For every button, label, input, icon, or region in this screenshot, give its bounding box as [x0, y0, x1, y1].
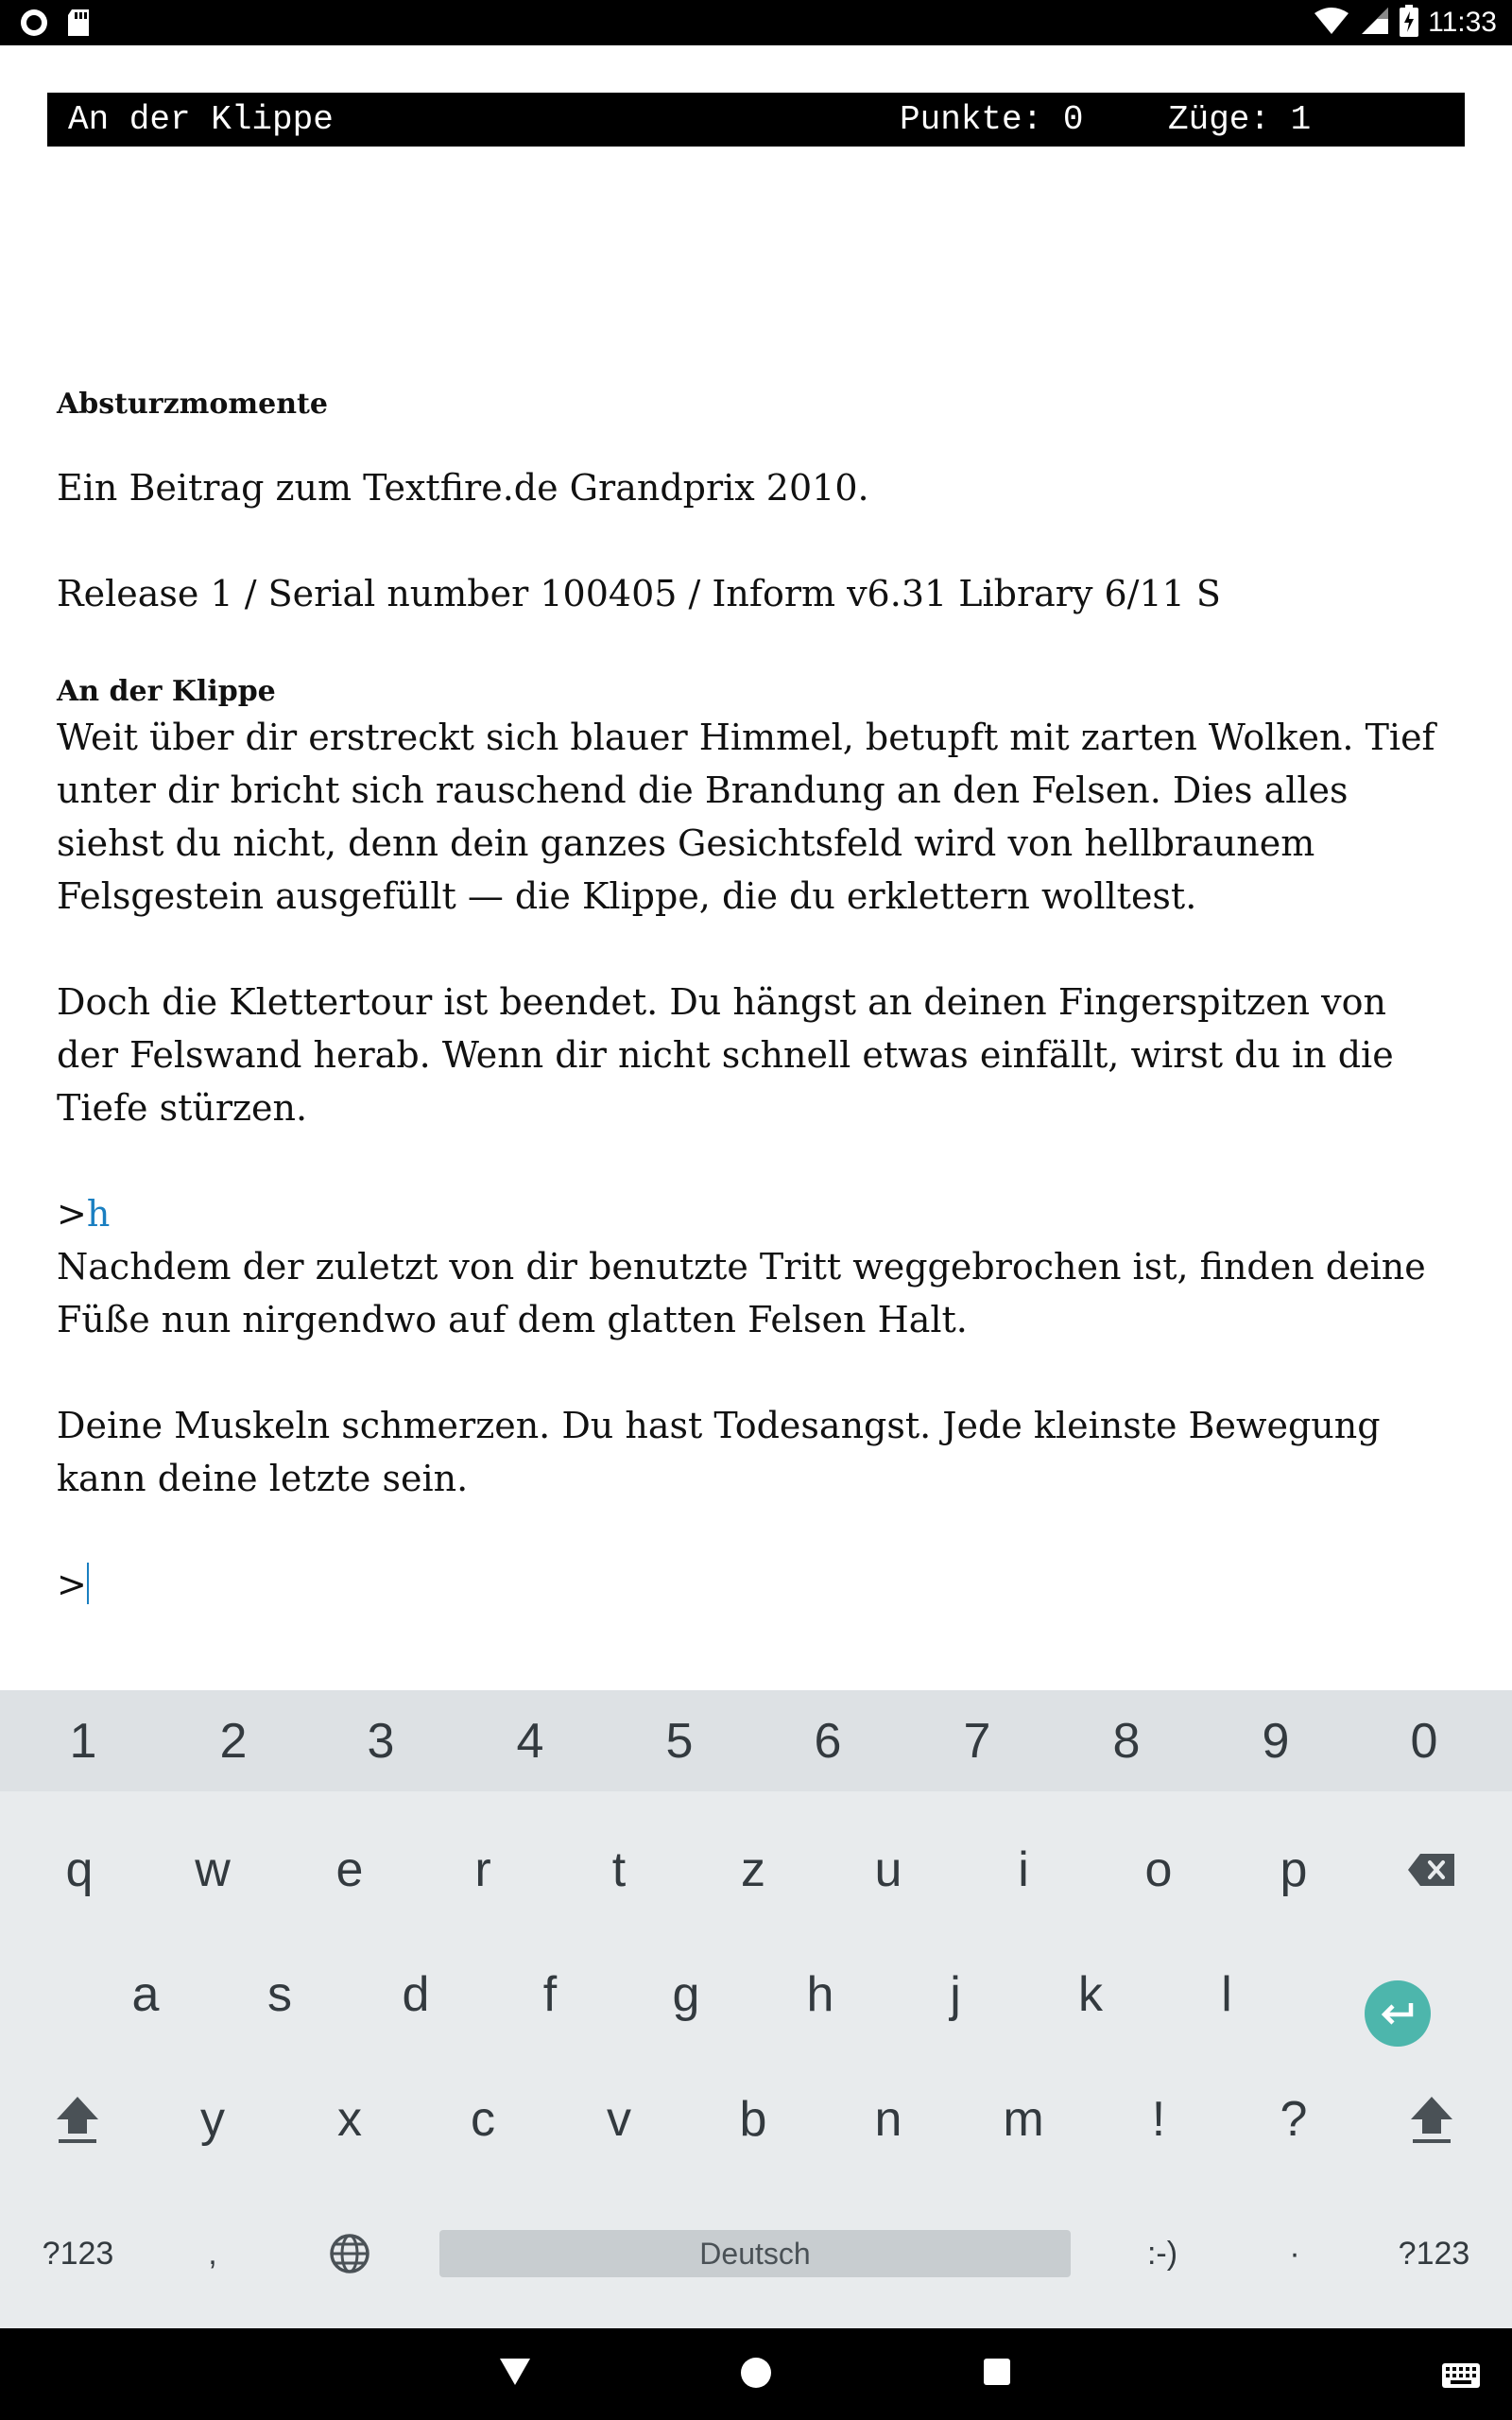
key-e[interactable]: e: [335, 1842, 364, 1897]
command-text: h: [86, 1193, 111, 1235]
key-v[interactable]: v: [607, 2092, 631, 2147]
key-1[interactable]: 1: [69, 1713, 97, 1769]
shift-icon: [1408, 2094, 1455, 2147]
game-status-line: [47, 93, 1465, 147]
key-d[interactable]: d: [402, 1967, 430, 2022]
key-i[interactable]: i: [1018, 1842, 1029, 1897]
key-b[interactable]: b: [739, 2092, 767, 2147]
back-icon: [498, 2357, 532, 2387]
key-a[interactable]: a: [131, 1967, 160, 2022]
system-status-bar: [0, 0, 1512, 45]
key-q[interactable]: q: [65, 1842, 94, 1897]
release-line: Release 1 / Serial number 100405 / Inform v6.31 Library 6/11 S: [57, 573, 1221, 614]
room-name: An der Klippe: [57, 675, 276, 708]
key-w[interactable]: w: [195, 1842, 231, 1897]
key-6[interactable]: 6: [814, 1713, 842, 1769]
key-9[interactable]: 9: [1262, 1713, 1290, 1769]
keyboard-icon: [1441, 2362, 1481, 2389]
key-t[interactable]: t: [611, 1842, 627, 1897]
enter-key[interactable]: [1365, 1980, 1431, 2047]
key-s[interactable]: s: [267, 1967, 292, 2022]
key-5[interactable]: 5: [665, 1713, 694, 1769]
backspace-icon: [1407, 1852, 1456, 1888]
enter-icon: [1379, 1999, 1417, 2028]
soft-keyboard: [0, 1690, 1512, 2328]
intro-line: Ein Beitrag zum Textfire.de Grandprix 2010.: [57, 467, 869, 509]
prompt-symbol: >: [57, 1193, 87, 1235]
key-question[interactable]: ?: [1280, 2092, 1308, 2147]
home-button[interactable]: [740, 2357, 772, 2393]
key-u[interactable]: u: [874, 1842, 902, 1897]
globe-icon: [329, 2233, 370, 2274]
key-period[interactable]: ·: [1289, 2235, 1300, 2272]
spacebar[interactable]: Deutsch: [439, 2230, 1071, 2277]
key-o[interactable]: o: [1144, 1842, 1173, 1897]
recents-icon: [983, 2358, 1011, 2386]
back-button[interactable]: [498, 2357, 532, 2391]
system-navigation-bar: [0, 2328, 1512, 2420]
input-prompt: >: [57, 1564, 87, 1605]
key-c[interactable]: c: [471, 2092, 495, 2147]
emoji-key[interactable]: :-): [1146, 2235, 1178, 2272]
response-text: Nachdem der zuletzt von dir benutzte Tritt weggebrochen ist, finden deine Füße nun nirgendwo auf dem glatten Felsen Halt.: [57, 1246, 1426, 1340]
game-transcript: [57, 386, 1455, 1611]
game-title: Absturzmomente: [57, 388, 328, 421]
response-text-2: Deine Muskeln schmerzen. Du hast Todesangst. Jede kleinste Bewegung kann deine letzte sein.: [57, 1405, 1381, 1499]
text-cursor: [87, 1563, 89, 1604]
moves: Züge: 1: [1168, 100, 1312, 139]
key-x[interactable]: x: [337, 2092, 362, 2147]
clock: 11:33: [1428, 7, 1497, 38]
key-8[interactable]: 8: [1112, 1713, 1141, 1769]
key-h[interactable]: h: [806, 1967, 834, 2022]
key-n[interactable]: n: [874, 2092, 902, 2147]
room-description-2: Doch die Klettertour ist beendet. Du hängst an deinen Fingerspitzen von der Felswand herab. Wenn dir nicht schnell etwas einfällt, wirst du in die Tiefe stürzen.: [57, 981, 1394, 1129]
record-icon: [19, 8, 49, 43]
key-3[interactable]: 3: [367, 1713, 395, 1769]
key-l[interactable]: l: [1221, 1967, 1232, 2022]
keyboard-switch-button[interactable]: [1441, 2362, 1481, 2393]
key-z[interactable]: z: [741, 1842, 765, 1897]
key-j[interactable]: j: [950, 1967, 961, 2022]
key-y[interactable]: y: [200, 2092, 225, 2147]
room-description: Weit über dir erstreckt sich blauer Himmel, betupft mit zarten Wolken. Tief unter dir bricht sich rauschend die Brandung an den Felsen. Dies alles siehst du nicht, denn dein ganzes Gesichtsfeld wird von hellbraunem Felsgestein ausgefüllt — die Klippe, die du erklettern wolltest.: [57, 717, 1435, 917]
key-r[interactable]: r: [474, 1842, 491, 1897]
key-comma[interactable]: ,: [208, 2235, 217, 2272]
battery-charging-icon: [1400, 5, 1418, 42]
key-g[interactable]: g: [672, 1967, 700, 2022]
wifi-icon: [1313, 6, 1350, 41]
command-echo: [57, 1187, 1455, 1240]
recents-button[interactable]: [983, 2358, 1011, 2390]
signal-icon: [1360, 6, 1390, 41]
key-p[interactable]: p: [1280, 1842, 1308, 1897]
shift-icon: [54, 2094, 101, 2147]
sd-card-icon: [66, 8, 91, 43]
shift-key-right[interactable]: [1394, 2083, 1469, 2158]
key-k[interactable]: k: [1078, 1967, 1103, 2022]
key-exclamation[interactable]: !: [1151, 2092, 1166, 2147]
number-row: [0, 1690, 1512, 1791]
score: Punkte: 0: [900, 100, 1084, 139]
symbols-key-right[interactable]: ?123: [1398, 2235, 1470, 2272]
enter-button[interactable]: [1365, 1980, 1431, 2047]
command-input-line[interactable]: [57, 1558, 1455, 1611]
key-7[interactable]: 7: [963, 1713, 991, 1769]
location-name: An der Klippe: [68, 100, 334, 139]
key-4[interactable]: 4: [516, 1713, 544, 1769]
key-f[interactable]: f: [542, 1967, 558, 2022]
shift-key-left[interactable]: [40, 2083, 115, 2158]
key-m[interactable]: m: [1003, 2092, 1044, 2147]
language-key[interactable]: [312, 2216, 387, 2291]
symbols-key-left[interactable]: ?123: [42, 2235, 114, 2272]
home-icon: [740, 2357, 772, 2389]
key-0[interactable]: 0: [1410, 1713, 1438, 1769]
key-2[interactable]: 2: [219, 1713, 248, 1769]
backspace-key[interactable]: [1394, 1832, 1469, 1908]
